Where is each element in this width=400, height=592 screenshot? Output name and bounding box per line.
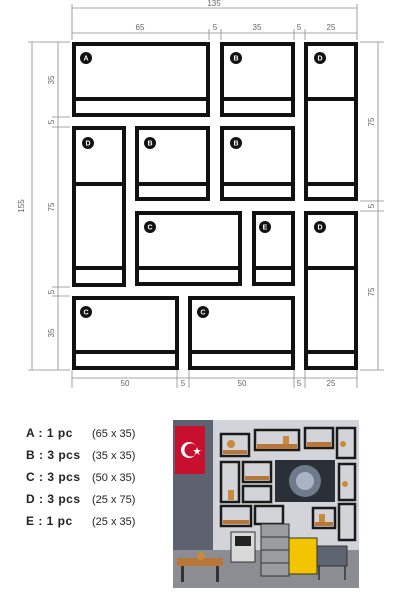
- legend-size: (25 x 35): [92, 516, 136, 528]
- dim-left-2: 75: [47, 202, 56, 212]
- module-b-top: [222, 44, 293, 115]
- legend-key: D : 3 pcs: [26, 492, 81, 506]
- dim-bottom-2: 50: [237, 379, 247, 388]
- legend-row-b: [26, 448, 135, 462]
- svg-text:E: E: [262, 224, 268, 232]
- dim-left-total: 155: [17, 199, 26, 213]
- dim-right-1: 5: [367, 203, 376, 209]
- svg-text:C: C: [83, 309, 89, 317]
- svg-text:C: C: [200, 309, 206, 317]
- flag-icon: [175, 426, 205, 474]
- dim-top-2: 5: [296, 23, 302, 32]
- legend-size: (50 x 35): [92, 472, 136, 484]
- svg-text:D: D: [317, 55, 323, 63]
- legend-key: E : 1 pc: [26, 514, 73, 528]
- dim-left-0: 35: [47, 75, 56, 85]
- svg-text:B: B: [233, 140, 239, 148]
- dim-bottom-1: 5: [180, 379, 186, 388]
- dim-left-4: 35: [47, 328, 56, 338]
- svg-text:D: D: [85, 140, 91, 148]
- dim-top-4: 5: [212, 23, 218, 32]
- legend-key: C : 3 pcs: [26, 470, 81, 484]
- svg-text:C: C: [147, 224, 153, 232]
- tv-icon: [275, 460, 335, 502]
- dim-bottom-4: 25: [326, 379, 336, 388]
- legend-size: (65 x 35): [92, 428, 136, 440]
- dim-top-3: 25: [326, 23, 336, 32]
- module-c-bottom-right: [190, 298, 293, 368]
- dim-top-0: 65: [135, 23, 145, 32]
- dim-bottom-0: 50: [120, 379, 130, 388]
- dim-right-2: 75: [367, 287, 376, 297]
- module-c-bottom-left: [74, 298, 177, 368]
- dim-bottom-3: 5: [296, 379, 302, 388]
- svg-text:B: B: [233, 55, 239, 63]
- dim-right-0: 75: [367, 117, 376, 127]
- product-photo: [173, 420, 359, 588]
- legend-row-d: [26, 492, 135, 506]
- module-d-bottom-right: [306, 213, 356, 368]
- module-d-top-right: [306, 44, 356, 199]
- legend-size: (35 x 35): [92, 450, 136, 462]
- svg-text:A: A: [83, 55, 89, 63]
- module-b-middle-right: [222, 128, 293, 199]
- dim-left-3: 5: [47, 289, 56, 295]
- legend-row-e: [26, 514, 135, 528]
- dim-top-total: 135: [207, 0, 221, 8]
- room-illustration: [173, 420, 359, 588]
- legend-key: B : 3 pcs: [26, 448, 81, 462]
- legend-row-c: [26, 470, 135, 484]
- module-e: [254, 213, 293, 284]
- module-b-middle-left: [137, 128, 208, 199]
- legend-size: (25 x 75): [92, 494, 136, 506]
- legend-key: A : 1 pc: [26, 426, 73, 440]
- module-c-middle: [137, 213, 240, 284]
- svg-text:B: B: [147, 140, 153, 148]
- module-d-left: [74, 128, 124, 285]
- module-a: [74, 44, 208, 115]
- svg-text:D: D: [317, 224, 323, 232]
- legend-row-a: [26, 426, 135, 440]
- dim-left-1: 5: [47, 119, 56, 125]
- dim-top-1: 35: [252, 23, 262, 32]
